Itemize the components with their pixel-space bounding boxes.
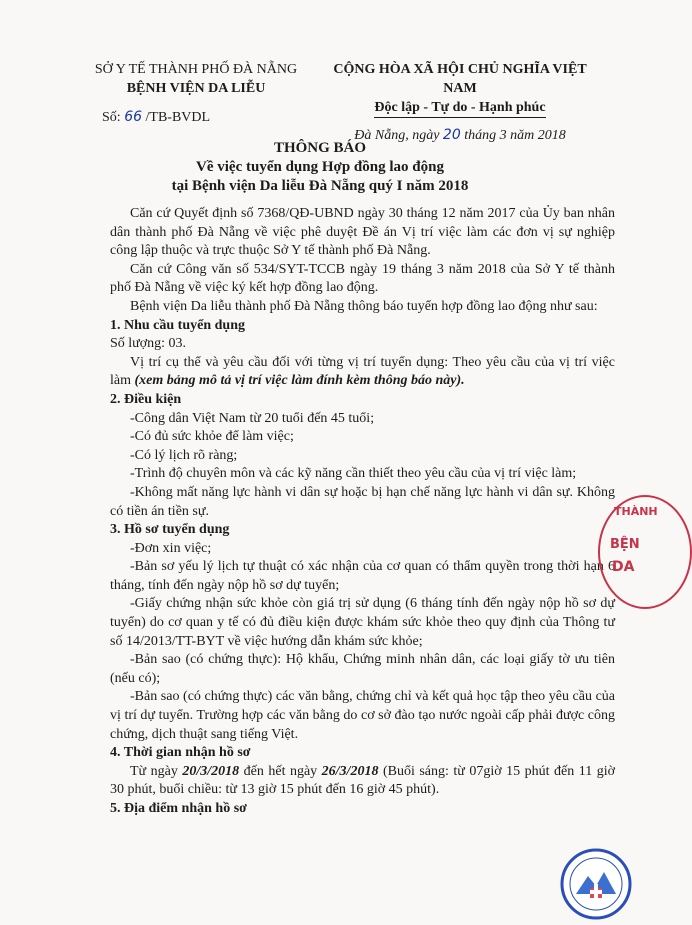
submission-period: Từ ngày 20/3/2018 đến hết ngày 26/3/2018 (Buổi sáng: từ 07giờ 15 phút đến 11 giờ 30 phút, buổi chiều: từ 13 giờ 15 phút đến 16 giờ 45 phút).	[110, 763, 616, 798]
start-date: 20/3/2018	[182, 763, 240, 779]
position-requirement-note: (xem bảng mô tả vị trí việc làm đính kèm thông báo này).	[134, 373, 465, 389]
dossier-item: -Bản sao (có chứng thực) các văn bằng, chứng chỉ và kết quả học tập theo yêu cầu của vị trí dự tuyển. Trường hợp các văn bằng do cơ sở đào tạo nước ngoài cấp phải được công chứng, dịch thuật sang tiếng Việt.	[110, 689, 615, 742]
condition-item: -Có đủ sức khỏe để làm việc;	[130, 429, 294, 445]
title-line-3: tại Bệnh viện Da liễu Đà Nẵng quý I năm 2018	[171, 178, 469, 194]
hospital-logo-icon	[560, 848, 632, 920]
handwritten-day: 20	[442, 127, 461, 143]
dossier-item: -Bản sao (có chứng thực): Hộ khẩu, Chứng minh nhân dân, các loại giấy tờ ưu tiên (nếu có);	[110, 652, 615, 686]
issuer-block	[86, 60, 306, 127]
recruit-count: Số lượng: 03.	[110, 336, 187, 352]
end-date: 26/3/2018	[321, 763, 379, 779]
dossier-item: -Bản sơ yếu lý lịch tự thuật có xác nhận của cơ quan có thẩm quyền trong thời hạn 6 tháng, tính đến ngày nộp hồ sơ dự tuyển;	[110, 559, 615, 593]
section-2-heading: 2. Điều kiện	[110, 391, 182, 407]
handwritten-number: 66	[124, 109, 143, 125]
document-body	[110, 205, 615, 819]
section-5-heading: 5. Địa điểm nhận hồ sơ	[110, 801, 247, 816]
condition-item: -Công dân Việt Nam từ 20 tuổi đến 45 tuổi;	[130, 410, 375, 426]
title-line-1: THÔNG BÁO	[273, 140, 367, 156]
dossier-item: -Đơn xin việc;	[130, 540, 212, 556]
nation-block	[322, 60, 598, 145]
title-line-2: Về việc tuyển dụng Hợp đồng lao động	[196, 159, 444, 175]
condition-item: -Có lý lịch rõ ràng;	[130, 447, 238, 463]
issue-date: Đà Nẵng, ngày 20 tháng 3 năm 2018	[354, 127, 566, 143]
section-1-heading: 1. Nhu cầu tuyển dụng	[110, 317, 245, 333]
paragraph-legal-basis-2: Căn cứ Công văn số 534/SYT-TCCB ngày 19 tháng 3 năm 2018 của Sở Y tế thành phố Đà Nẵng về việc ký kết hợp đồng lao động.	[110, 261, 615, 296]
section-4-heading: 4. Thời gian nhận hồ sơ	[110, 745, 251, 761]
section-3-heading: 3. Hồ sơ tuyển dụng	[110, 522, 230, 538]
condition-item: -Không mất năng lực hành vi dân sự hoặc bị hạn chế năng lực hành vi dân sự. Không có tiền án tiền sự.	[110, 484, 615, 519]
document-number: Số: 66 /TB-BVDL	[102, 109, 211, 125]
paragraph-legal-basis-1: Căn cứ Quyết định số 7368/QĐ-UBND ngày 30 tháng 12 năm 2017 của Ủy ban nhân dân thành phố Đà Nẵng về việc phê duyệt Đề án Vị trí việc làm các đơn vị sự nghiệp công lập thuộc và trực thuộc Sở Y tế thành phố Đà Nẵng.	[110, 206, 615, 259]
position-requirement: Vị trí cụ thể và yêu cầu đối với từng vị trí tuyển dụng: Theo yêu cầu của vị trí việc làm (xem bảng mô tả vị trí việc làm đính kèm thông báo này).	[110, 354, 615, 389]
condition-item: -Trình độ chuyên môn và các kỹ năng cần thiết theo yêu cầu của vị trí việc làm;	[130, 466, 577, 482]
hospital-name: BỆNH VIỆN DA LIỄU	[126, 81, 266, 96]
document-title	[0, 139, 640, 196]
paragraph-announcement: Bệnh viện Da liễu thành phố Đà Nẵng thông báo tuyển hợp đồng lao động như sau:	[130, 298, 598, 314]
dossier-item: -Giấy chứng nhận sức khỏe còn giá trị sử dụng (6 tháng tính đến ngày nộp hồ sơ dự tuyển) do cơ quan y tế có đủ điều kiện được khám sức khỏe theo quy định của Thông tư số 14/2013/TT-BYT về việc hướng dẫn khám sức khỏe;	[110, 596, 615, 649]
red-seal-icon: THÀNH BỆN DA	[598, 495, 692, 609]
nation-name: CỘNG HÒA XÃ HỘI CHỦ NGHĨA VIỆT NAM	[333, 62, 587, 96]
motto: Độc lập - Tự do - Hạnh phúc	[374, 98, 545, 118]
agency-name: SỞ Y TẾ THÀNH PHỐ ĐÀ NẴNG	[94, 62, 298, 77]
